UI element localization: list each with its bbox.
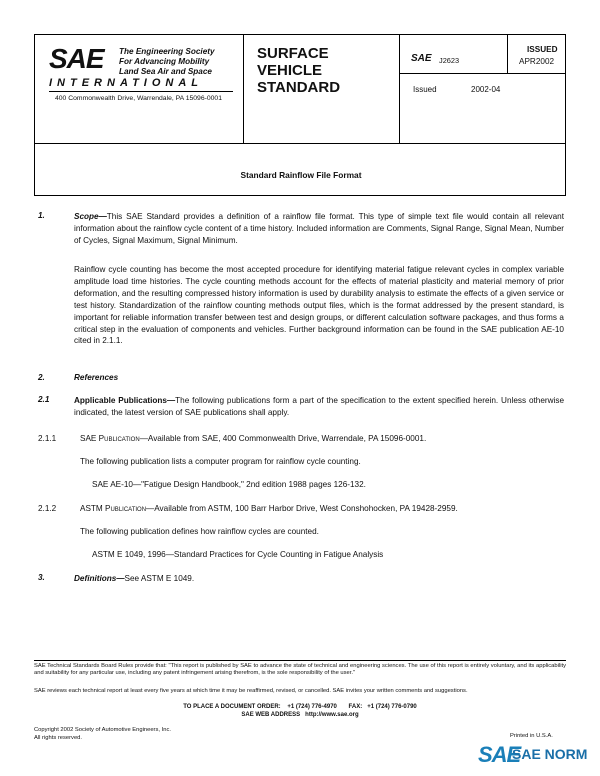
section-1-number: 1. — [38, 211, 45, 220]
section-1-paragraph-2: Rainflow cycle counting has become the most accepted procedure for identifying material fatigue relevant cycles in complex variable amplitude load time histories. The cycle counting methods account for the effects of material plasticity and material memory of prior deformation, and the resulting compressed history information is used by durability analysis to estimate the effects of a given service or test history. Standardization of the rainflow counting methods output files, which is the format addressed by the present standard, is important for reliable information transfer between test and design groups, or different calculation software packages, and thus forms a critical step in the evaluation of components and vehicles. Further background information can be found in the SAE publication AE-10 cited in 2.1.1. — [74, 265, 564, 346]
issued-code: APR2002 — [519, 57, 555, 66]
footer-review: SAE reviews each technical report at least every five years at which time it may be reaffirmed, revised, or cancelled. SAE invites your written comments and suggestions. — [34, 688, 468, 694]
section-3-number: 3. — [38, 573, 45, 582]
sae-web-link[interactable]: http://www.sae.org — [305, 712, 359, 718]
header-divider-3 — [507, 35, 508, 73]
section-1-scope: Scope—This SAE Standard provides a definition of a rainflow file format. This type of simple text file would contain all relevant information about the rainflow cycle content of a time history. Included information are Comments, Signal Range, Signal Mean, Number of Cycles, Signal Maximum, Signal Minimum. — [74, 212, 564, 245]
issued-row-label: Issued — [413, 85, 437, 94]
section-3-heading: Definitions — [74, 574, 117, 583]
issued-label: ISSUED — [527, 45, 558, 54]
section-2-1-1-reference: SAE AE-10—"Fatigue Design Handbook," 2nd edition 1988 pages 126-132. — [92, 480, 366, 489]
society-tagline: The Engineering Society For Advancing Mobility Land Sea Air and Space — [119, 47, 215, 76]
footer-policy: SAE Technical Standards Board Rules provide that: "This report is published by SAE to advance the state of technical and engineering sciences. The use of this report is entirely voluntary, and its applicability and suitability for any particular use, including any patent infringement arising therefrom, is the sole responsibility of the user." — [34, 663, 566, 677]
issued-row-date: 2002-04 — [471, 85, 501, 94]
section-2-1-1: SAE Publication—Available from SAE, 400 Commonwealth Drive, Warrendale, PA 15096-0001. — [80, 434, 427, 443]
header-divider-1 — [243, 35, 244, 143]
section-2-heading: References — [74, 373, 119, 382]
watermark-logo: SAE — [478, 742, 521, 767]
web-info: SAE WEB ADDRESS http://www.sae.org — [241, 712, 359, 718]
section-2-1-1-number: 2.1.1 — [38, 434, 57, 443]
section-2-number: 2. — [38, 373, 45, 382]
wordmark-underline — [49, 91, 233, 92]
printed-in: Printed in U.S.A. — [510, 733, 553, 739]
section-2-1-1-paragraph: The following publication lists a computer program for rainflow cycle counting. — [80, 457, 361, 466]
section-1-heading: Scope — [74, 212, 99, 221]
international-wordmark: INTERNATIONAL — [49, 77, 204, 89]
section-2-1-2-paragraph: The following publication defines how rainflow cycles are counted. — [80, 527, 319, 536]
section-2-1: Applicable Publications—The following publications form a part of the specification to the extent specified herein. Unless otherwise indicated, the latest version of SAE publications shall apply. — [74, 396, 565, 417]
order-info: TO PLACE A DOCUMENT ORDER: +1 (724) 776-4970 FAX: +1 (724) 776-0790 — [183, 704, 417, 710]
sae-logo: SAE — [49, 43, 104, 74]
header-box — [34, 34, 566, 144]
document-title: Standard Rainflow File Format — [240, 170, 362, 180]
header-rule — [399, 73, 565, 74]
section-2-1-2: ASTM Publication—Available from ASTM, 100 Barr Harbor Drive, West Conshohocken, PA 19428-2959. — [80, 504, 458, 513]
rights-reserved: All rights reserved. — [34, 735, 83, 741]
standard-type: SURFACE VEHICLE STANDARD — [257, 45, 341, 96]
footer-rule — [34, 660, 566, 661]
section-3: Definitions—See ASTM E 1049. — [74, 574, 195, 583]
section-2-1-heading: Applicable Publications — [74, 396, 167, 405]
section-2-1-number: 2.1 — [38, 395, 50, 404]
section-2-1-2-reference: ASTM E 1049, 1996—Standard Practices for Cycle Counting in Fatigue Analysis — [92, 550, 384, 559]
sae-address: 400 Commonwealth Drive, Warrendale, PA 15096-0001 — [55, 95, 222, 102]
section-2-1-2-heading: ASTM Publication — [80, 504, 147, 513]
section-2-1-2-number: 2.1.2 — [38, 504, 57, 513]
title-box — [34, 144, 566, 196]
sae-mark-small: SAE — [411, 53, 432, 64]
watermark-text: SAE NORM — [512, 746, 588, 762]
section-2-1-1-heading: SAE Publication — [80, 434, 140, 443]
header-divider-2 — [399, 35, 400, 143]
sae-norm-watermark — [478, 742, 588, 768]
copyright: Copyright 2002 Society of Automotive Engineers, Inc. — [34, 727, 171, 733]
document-number: J2623 — [439, 56, 460, 65]
